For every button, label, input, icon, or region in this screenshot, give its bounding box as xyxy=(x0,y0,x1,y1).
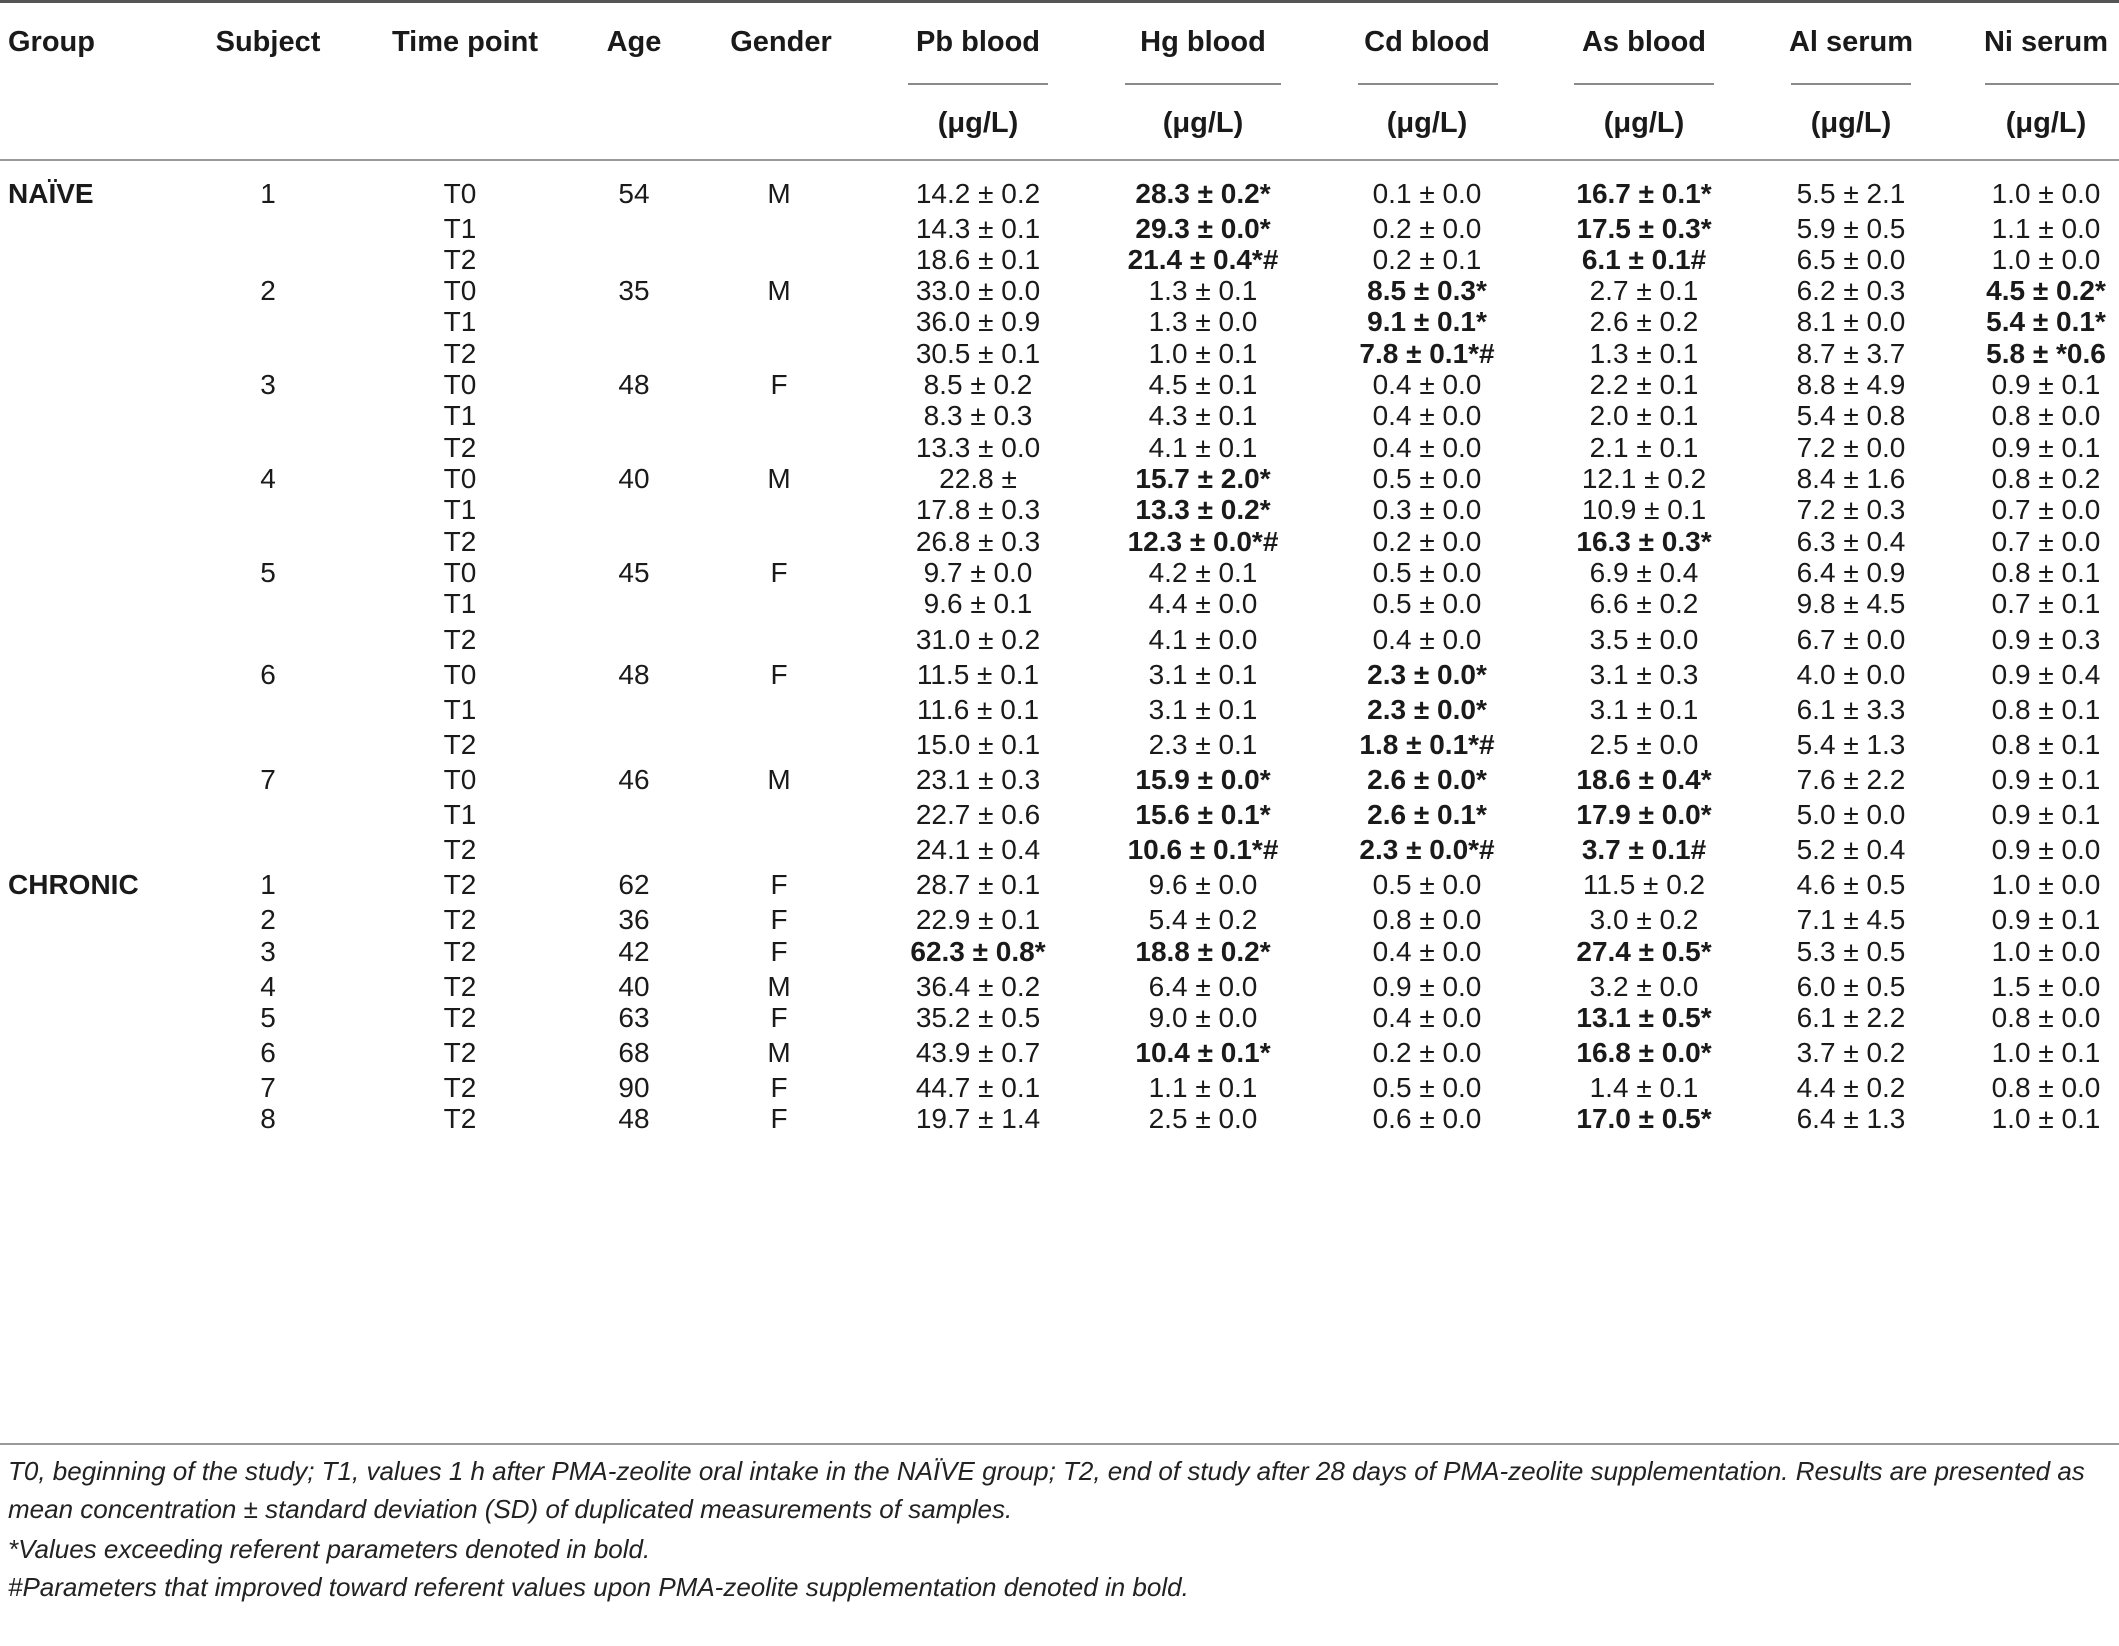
cell-al-serum: 5.9 ± 0.5 xyxy=(1796,213,1906,244)
row-gender: F xyxy=(770,659,788,690)
cell-cd-blood: 0.5 ± 0.0 xyxy=(1372,1072,1482,1103)
row-subject: 5 xyxy=(260,1002,276,1033)
row-time-point: T1 xyxy=(443,494,477,525)
cell-pb-blood: 14.3 ± 0.1 xyxy=(915,213,1041,244)
cell-hg-blood: 4.5 ± 0.1 xyxy=(1148,369,1258,400)
cell-as-blood: 2.1 ± 0.1 xyxy=(1589,432,1699,463)
cell-cd-blood: 0.4 ± 0.0 xyxy=(1372,369,1482,400)
footnote-definitions: T0, beginning of the study; T1, values 1 h after PMA-zeolite oral intake in the NAÏVE group; T2, end of study after 28 days of PMA-zeolite supplementation. Results are presented as mean concentration ± standard deviation (SD) of duplicated measurements of samples. xyxy=(8,1456,2085,1524)
cell-al-serum: 7.6 ± 2.2 xyxy=(1796,764,1906,795)
unit-hg: (μg/L) xyxy=(1162,107,1244,139)
row-age: 63 xyxy=(618,1002,650,1033)
row-gender: F xyxy=(770,904,788,935)
row-gender: M xyxy=(767,178,791,209)
row-subject: 5 xyxy=(260,557,276,588)
row-age: 40 xyxy=(618,463,650,494)
cell-al-serum: 4.6 ± 0.5 xyxy=(1796,869,1906,900)
cell-ni-serum: 0.7 ± 0.0 xyxy=(1991,526,2101,557)
cell-pb-blood: 24.1 ± 0.4 xyxy=(915,834,1041,865)
cell-al-serum: 8.1 ± 0.0 xyxy=(1796,306,1906,337)
header-cd-blood: Cd blood xyxy=(1364,26,1490,58)
table-bottom-rule xyxy=(0,1443,2119,1445)
cell-ni-serum: 0.8 ± 0.1 xyxy=(1991,694,2101,725)
cell-as-blood: 2.7 ± 0.1 xyxy=(1589,275,1699,306)
cell-as-blood: 17.0 ± 0.5* xyxy=(1576,1103,1712,1134)
cell-cd-blood: 0.2 ± 0.0 xyxy=(1372,526,1482,557)
cell-hg-blood: 3.1 ± 0.1 xyxy=(1148,659,1258,690)
cell-al-serum: 8.7 ± 3.7 xyxy=(1796,338,1906,369)
cell-cd-blood: 2.3 ± 0.0* xyxy=(1367,694,1487,725)
cell-ni-serum: 1.0 ± 0.0 xyxy=(1991,869,2101,900)
cell-al-serum: 5.4 ± 1.3 xyxy=(1796,729,1906,760)
cell-cd-blood: 2.6 ± 0.1* xyxy=(1367,799,1487,830)
cell-hg-blood: 9.6 ± 0.0 xyxy=(1148,869,1258,900)
row-time-point: T2 xyxy=(443,904,477,935)
cell-cd-blood: 0.5 ± 0.0 xyxy=(1372,463,1482,494)
table-row xyxy=(0,620,2119,660)
row-age: 54 xyxy=(618,178,650,209)
cell-ni-serum: 1.0 ± 0.1 xyxy=(1991,1103,2101,1134)
cell-as-blood: 13.1 ± 0.5* xyxy=(1576,1002,1712,1033)
cell-ni-serum: 0.9 ± 0.3 xyxy=(1991,624,2101,655)
row-time-point: T2 xyxy=(443,1072,477,1103)
cell-cd-blood: 7.8 ± 0.1*# xyxy=(1359,338,1495,369)
cell-ni-serum: 0.8 ± 0.0 xyxy=(1991,1002,2101,1033)
row-time-point: T2 xyxy=(443,936,477,967)
cell-pb-blood: 9.7 ± 0.0 xyxy=(923,557,1033,588)
row-age: 45 xyxy=(618,557,650,588)
row-time-point: T2 xyxy=(443,869,477,900)
cell-cd-blood: 0.4 ± 0.0 xyxy=(1372,432,1482,463)
row-age: 62 xyxy=(618,869,650,900)
cell-pb-blood: 22.9 ± 0.1 xyxy=(915,904,1041,935)
unit-rule-as xyxy=(1574,83,1714,85)
cell-pb-blood: 8.3 ± 0.3 xyxy=(923,400,1033,431)
cell-as-blood: 2.6 ± 0.2 xyxy=(1589,306,1699,337)
cell-ni-serum: 0.7 ± 0.0 xyxy=(1991,494,2101,525)
cell-as-blood: 2.5 ± 0.0 xyxy=(1589,729,1699,760)
table-row xyxy=(0,655,2119,695)
cell-ni-serum: 0.8 ± 0.1 xyxy=(1991,729,2101,760)
cell-pb-blood: 15.0 ± 0.1 xyxy=(915,729,1041,760)
header-gender: Gender xyxy=(730,26,832,58)
cell-pb-blood: 9.6 ± 0.1 xyxy=(923,588,1033,619)
cell-pb-blood: 33.0 ± 0.0 xyxy=(915,275,1041,306)
cell-pb-blood: 35.2 ± 0.5 xyxy=(915,1002,1041,1033)
cell-cd-blood: 2.6 ± 0.0* xyxy=(1367,764,1487,795)
cell-as-blood: 18.6 ± 0.4* xyxy=(1576,764,1712,795)
cell-hg-blood: 2.3 ± 0.1 xyxy=(1148,729,1258,760)
cell-al-serum: 9.8 ± 4.5 xyxy=(1796,588,1906,619)
cell-pb-blood: 43.9 ± 0.7 xyxy=(915,1037,1041,1068)
cell-as-blood: 3.1 ± 0.1 xyxy=(1589,694,1699,725)
row-time-point: T2 xyxy=(443,729,477,760)
cell-as-blood: 16.7 ± 0.1* xyxy=(1576,178,1712,209)
cell-ni-serum: 5.8 ± *0.6 xyxy=(1986,338,2106,369)
row-age: 68 xyxy=(618,1037,650,1068)
unit-ni: (μg/L) xyxy=(2005,107,2087,139)
unit-cd: (μg/L) xyxy=(1386,107,1468,139)
cell-hg-blood: 9.0 ± 0.0 xyxy=(1148,1002,1258,1033)
row-gender: M xyxy=(767,971,791,1002)
cell-al-serum: 5.5 ± 2.1 xyxy=(1796,178,1906,209)
row-age: 42 xyxy=(618,936,650,967)
row-subject: 3 xyxy=(260,936,276,967)
cell-hg-blood: 4.4 ± 0.0 xyxy=(1148,588,1258,619)
row-group: CHRONIC xyxy=(8,869,139,900)
cell-as-blood: 12.1 ± 0.2 xyxy=(1581,463,1707,494)
cell-as-blood: 6.1 ± 0.1# xyxy=(1581,244,1707,275)
header-age: Age xyxy=(606,26,662,58)
cell-as-blood: 17.5 ± 0.3* xyxy=(1576,213,1712,244)
cell-ni-serum: 1.0 ± 0.0 xyxy=(1991,244,2101,275)
row-time-point: T1 xyxy=(443,588,477,619)
cell-hg-blood: 15.6 ± 0.1* xyxy=(1135,799,1271,830)
header-pb-blood: Pb blood xyxy=(915,26,1041,58)
cell-al-serum: 7.1 ± 4.5 xyxy=(1796,904,1906,935)
cell-ni-serum: 0.9 ± 0.1 xyxy=(1991,904,2101,935)
row-time-point: T1 xyxy=(443,694,477,725)
cell-al-serum: 8.8 ± 4.9 xyxy=(1796,369,1906,400)
table-row xyxy=(0,725,2119,765)
cell-pb-blood: 30.5 ± 0.1 xyxy=(915,338,1041,369)
cell-as-blood: 3.1 ± 0.3 xyxy=(1589,659,1699,690)
row-age: 40 xyxy=(618,971,650,1002)
row-gender: F xyxy=(770,1072,788,1103)
cell-cd-blood: 9.1 ± 0.1* xyxy=(1367,306,1487,337)
table-row xyxy=(0,932,2119,972)
row-time-point: T0 xyxy=(443,275,477,306)
cell-as-blood: 2.0 ± 0.1 xyxy=(1589,400,1699,431)
cell-pb-blood: 23.1 ± 0.3 xyxy=(915,764,1041,795)
table-row xyxy=(0,760,2119,800)
table-row xyxy=(0,830,2119,870)
cell-hg-blood: 21.4 ± 0.4*# xyxy=(1127,244,1279,275)
row-time-point: T2 xyxy=(443,338,477,369)
cell-hg-blood: 3.1 ± 0.1 xyxy=(1148,694,1258,725)
cell-hg-blood: 4.1 ± 0.0 xyxy=(1148,624,1258,655)
cell-ni-serum: 0.8 ± 0.2 xyxy=(1991,463,2101,494)
cell-as-blood: 11.5 ± 0.2 xyxy=(1582,869,1706,900)
cell-hg-blood: 10.6 ± 0.1*# xyxy=(1127,834,1279,865)
cell-al-serum: 8.4 ± 1.6 xyxy=(1796,463,1906,494)
footnote-hash: #Parameters that improved toward referent values upon PMA-zeolite supplementation denoted in bold. xyxy=(8,1572,1189,1602)
cell-ni-serum: 0.8 ± 0.1 xyxy=(1991,557,2101,588)
cell-ni-serum: 0.9 ± 0.1 xyxy=(1991,799,2101,830)
cell-al-serum: 6.1 ± 2.2 xyxy=(1796,1002,1906,1033)
row-gender: M xyxy=(767,275,791,306)
cell-hg-blood: 13.3 ± 0.2* xyxy=(1135,494,1271,525)
table-row xyxy=(0,865,2119,905)
cell-pb-blood: 11.6 ± 0.1 xyxy=(916,694,1040,725)
row-subject: 3 xyxy=(260,369,276,400)
row-subject: 4 xyxy=(260,463,276,494)
cell-as-blood: 16.8 ± 0.0* xyxy=(1576,1037,1712,1068)
cell-as-blood: 1.3 ± 0.1 xyxy=(1589,338,1699,369)
row-gender: F xyxy=(770,936,788,967)
cell-as-blood: 3.5 ± 0.0 xyxy=(1589,624,1699,655)
cell-cd-blood: 0.4 ± 0.0 xyxy=(1372,936,1482,967)
cell-hg-blood: 1.1 ± 0.1 xyxy=(1148,1072,1258,1103)
row-time-point: T0 xyxy=(443,178,477,209)
row-gender: M xyxy=(767,463,791,494)
cell-pb-blood: 28.7 ± 0.1 xyxy=(915,869,1041,900)
cell-hg-blood: 15.9 ± 0.0* xyxy=(1135,764,1271,795)
cell-cd-blood: 0.9 ± 0.0 xyxy=(1372,971,1482,1002)
cell-pb-blood: 19.7 ± 1.4 xyxy=(915,1103,1041,1134)
cell-ni-serum: 0.9 ± 0.1 xyxy=(1991,369,2101,400)
header-as-blood: As blood xyxy=(1581,26,1707,58)
row-gender: F xyxy=(770,1002,788,1033)
header-time-point: Time point xyxy=(391,26,539,58)
cell-al-serum: 6.5 ± 0.0 xyxy=(1796,244,1906,275)
row-time-point: T1 xyxy=(443,799,477,830)
cell-ni-serum: 1.5 ± 0.0 xyxy=(1991,971,2101,1002)
cell-hg-blood: 2.5 ± 0.0 xyxy=(1148,1103,1258,1134)
cell-al-serum: 3.7 ± 0.2 xyxy=(1796,1037,1906,1068)
cell-pb-blood: 44.7 ± 0.1 xyxy=(915,1072,1041,1103)
row-subject: 4 xyxy=(260,971,276,1002)
cell-cd-blood: 2.3 ± 0.0* xyxy=(1367,659,1487,690)
row-time-point: T2 xyxy=(443,1103,477,1134)
cell-pb-blood: 8.5 ± 0.2 xyxy=(923,369,1033,400)
row-subject: 2 xyxy=(260,275,276,306)
cell-ni-serum: 5.4 ± 0.1* xyxy=(1986,306,2106,337)
cell-cd-blood: 0.2 ± 0.0 xyxy=(1372,213,1482,244)
cell-cd-blood: 0.2 ± 0.0 xyxy=(1372,1037,1482,1068)
cell-hg-blood: 1.3 ± 0.1 xyxy=(1148,275,1258,306)
cell-cd-blood: 0.4 ± 0.0 xyxy=(1372,400,1482,431)
cell-cd-blood: 0.6 ± 0.0 xyxy=(1372,1103,1482,1134)
cell-cd-blood: 2.3 ± 0.0*# xyxy=(1359,834,1495,865)
cell-hg-blood: 4.2 ± 0.1 xyxy=(1148,557,1258,588)
cell-pb-blood: 36.0 ± 0.9 xyxy=(915,306,1041,337)
row-time-point: T2 xyxy=(443,971,477,1002)
cell-hg-blood: 5.4 ± 0.2 xyxy=(1148,904,1258,935)
row-time-point: T2 xyxy=(443,244,477,275)
cell-ni-serum: 1.0 ± 0.1 xyxy=(1991,1037,2101,1068)
row-age: 46 xyxy=(618,764,650,795)
cell-ni-serum: 1.0 ± 0.0 xyxy=(1991,936,2101,967)
cell-hg-blood: 12.3 ± 0.0*# xyxy=(1127,526,1279,557)
row-age: 48 xyxy=(618,659,650,690)
cell-hg-blood: 6.4 ± 0.0 xyxy=(1148,971,1258,1002)
row-gender: F xyxy=(770,1103,788,1134)
cell-as-blood: 27.4 ± 0.5* xyxy=(1576,936,1712,967)
row-time-point: T1 xyxy=(443,400,477,431)
cell-cd-blood: 0.4 ± 0.0 xyxy=(1372,1002,1482,1033)
cell-cd-blood: 0.5 ± 0.0 xyxy=(1372,588,1482,619)
row-time-point: T0 xyxy=(443,463,477,494)
cell-al-serum: 7.2 ± 0.0 xyxy=(1796,432,1906,463)
cell-hg-blood: 29.3 ± 0.0* xyxy=(1135,213,1271,244)
unit-rule-hg xyxy=(1125,83,1281,85)
cell-as-blood: 6.6 ± 0.2 xyxy=(1589,588,1699,619)
cell-as-blood: 1.4 ± 0.1 xyxy=(1589,1072,1699,1103)
cell-al-serum: 5.2 ± 0.4 xyxy=(1796,834,1906,865)
table-row xyxy=(0,174,2119,214)
row-gender: F xyxy=(770,869,788,900)
cell-cd-blood: 0.1 ± 0.0 xyxy=(1372,178,1482,209)
cell-cd-blood: 0.5 ± 0.0 xyxy=(1372,869,1482,900)
cell-al-serum: 6.4 ± 1.3 xyxy=(1796,1103,1906,1134)
cell-pb-blood: 17.8 ± 0.3 xyxy=(915,494,1041,525)
row-age: 48 xyxy=(618,369,650,400)
cell-al-serum: 6.2 ± 0.3 xyxy=(1796,275,1906,306)
row-subject: 1 xyxy=(260,178,276,209)
cell-al-serum: 6.4 ± 0.9 xyxy=(1796,557,1906,588)
cell-al-serum: 5.0 ± 0.0 xyxy=(1796,799,1906,830)
header-al-serum: Al serum xyxy=(1788,26,1914,58)
cell-pb-blood: 22.8 ± xyxy=(939,463,1017,494)
header-bottom-rule xyxy=(0,159,2119,161)
table-row xyxy=(0,795,2119,835)
cell-hg-blood: 4.1 ± 0.1 xyxy=(1148,432,1258,463)
cell-ni-serum: 1.0 ± 0.0 xyxy=(1991,178,2101,209)
cell-pb-blood: 62.3 ± 0.8* xyxy=(910,936,1046,967)
cell-ni-serum: 1.1 ± 0.0 xyxy=(1991,213,2101,244)
cell-hg-blood: 4.3 ± 0.1 xyxy=(1148,400,1258,431)
unit-as: (μg/L) xyxy=(1603,107,1685,139)
row-time-point: T2 xyxy=(443,624,477,655)
unit-rule-ni xyxy=(1985,83,2119,85)
header-group: Group xyxy=(8,26,95,58)
unit-pb: (μg/L) xyxy=(937,107,1019,139)
cell-ni-serum: 0.8 ± 0.0 xyxy=(1991,400,2101,431)
header-ni-serum: Ni serum xyxy=(1983,26,2109,58)
row-age: 90 xyxy=(618,1072,650,1103)
table-row xyxy=(0,998,2119,1038)
footnote-asterisk: *Values exceeding referent parameters denoted in bold. xyxy=(8,1534,651,1564)
unit-rule-pb xyxy=(908,83,1048,85)
row-subject: 6 xyxy=(260,659,276,690)
unit-al: (μg/L) xyxy=(1810,107,1892,139)
cell-pb-blood: 18.6 ± 0.1 xyxy=(915,244,1041,275)
table-row xyxy=(0,1033,2119,1073)
cell-hg-blood: 15.7 ± 2.0* xyxy=(1135,463,1271,494)
cell-pb-blood: 31.0 ± 0.2 xyxy=(915,624,1041,655)
cell-pb-blood: 14.2 ± 0.2 xyxy=(915,178,1041,209)
cell-cd-blood: 0.4 ± 0.0 xyxy=(1372,624,1482,655)
cell-pb-blood: 36.4 ± 0.2 xyxy=(915,971,1041,1002)
cell-al-serum: 5.3 ± 0.5 xyxy=(1796,936,1906,967)
cell-hg-blood: 1.0 ± 0.1 xyxy=(1148,338,1258,369)
cell-hg-blood: 18.8 ± 0.2* xyxy=(1135,936,1271,967)
table-row xyxy=(0,690,2119,730)
cell-ni-serum: 0.7 ± 0.1 xyxy=(1991,588,2101,619)
cell-cd-blood: 0.3 ± 0.0 xyxy=(1372,494,1482,525)
cell-hg-blood: 28.3 ± 0.2* xyxy=(1135,178,1271,209)
cell-as-blood: 3.0 ± 0.2 xyxy=(1589,904,1699,935)
cell-as-blood: 2.2 ± 0.1 xyxy=(1589,369,1699,400)
cell-ni-serum: 0.9 ± 0.4 xyxy=(1991,659,2101,690)
cell-as-blood: 3.7 ± 0.1# xyxy=(1581,834,1707,865)
unit-rule-al xyxy=(1791,83,1911,85)
cell-pb-blood: 26.8 ± 0.3 xyxy=(915,526,1041,557)
cell-as-blood: 16.3 ± 0.3* xyxy=(1576,526,1712,557)
cell-ni-serum: 4.5 ± 0.2* xyxy=(1986,275,2106,306)
cell-al-serum: 6.7 ± 0.0 xyxy=(1796,624,1906,655)
row-subject: 2 xyxy=(260,904,276,935)
cell-ni-serum: 0.9 ± 0.1 xyxy=(1991,432,2101,463)
header-hg-blood: Hg blood xyxy=(1140,26,1266,58)
row-time-point: T0 xyxy=(443,369,477,400)
row-time-point: T1 xyxy=(443,213,477,244)
row-time-point: T2 xyxy=(443,1037,477,1068)
cell-pb-blood: 13.3 ± 0.0 xyxy=(915,432,1041,463)
row-time-point: T2 xyxy=(443,834,477,865)
cell-hg-blood: 10.4 ± 0.1* xyxy=(1135,1037,1271,1068)
row-gender: M xyxy=(767,764,791,795)
cell-as-blood: 3.2 ± 0.0 xyxy=(1589,971,1699,1002)
table-row xyxy=(0,584,2119,624)
header-subject: Subject xyxy=(215,26,321,58)
cell-pb-blood: 11.5 ± 0.1 xyxy=(916,659,1040,690)
table-top-rule xyxy=(0,0,2119,3)
cell-ni-serum: 0.9 ± 0.0 xyxy=(1991,834,2101,865)
row-time-point: T0 xyxy=(443,764,477,795)
table-row xyxy=(0,1099,2119,1139)
cell-ni-serum: 0.9 ± 0.1 xyxy=(1991,764,2101,795)
row-time-point: T0 xyxy=(443,659,477,690)
row-age: 48 xyxy=(618,1103,650,1134)
row-time-point: T2 xyxy=(443,1002,477,1033)
cell-pb-blood: 22.7 ± 0.6 xyxy=(915,799,1041,830)
row-subject: 7 xyxy=(260,1072,276,1103)
cell-as-blood: 10.9 ± 0.1 xyxy=(1581,494,1707,525)
cell-al-serum: 5.4 ± 0.8 xyxy=(1796,400,1906,431)
cell-hg-blood: 1.3 ± 0.0 xyxy=(1148,306,1258,337)
cell-as-blood: 17.9 ± 0.0* xyxy=(1576,799,1712,830)
cell-cd-blood: 8.5 ± 0.3* xyxy=(1367,275,1487,306)
cell-as-blood: 6.9 ± 0.4 xyxy=(1589,557,1699,588)
cell-cd-blood: 0.5 ± 0.0 xyxy=(1372,557,1482,588)
row-time-point: T2 xyxy=(443,526,477,557)
cell-al-serum: 6.3 ± 0.4 xyxy=(1796,526,1906,557)
row-gender: F xyxy=(770,369,788,400)
cell-al-serum: 4.4 ± 0.2 xyxy=(1796,1072,1906,1103)
cell-al-serum: 6.0 ± 0.5 xyxy=(1796,971,1906,1002)
row-subject: 7 xyxy=(260,764,276,795)
row-gender: F xyxy=(770,557,788,588)
row-age: 36 xyxy=(618,904,650,935)
row-age: 35 xyxy=(618,275,650,306)
cell-al-serum: 4.0 ± 0.0 xyxy=(1796,659,1906,690)
cell-cd-blood: 1.8 ± 0.1*# xyxy=(1359,729,1495,760)
row-time-point: T2 xyxy=(443,432,477,463)
cell-al-serum: 6.1 ± 3.3 xyxy=(1796,694,1906,725)
unit-rule-cd xyxy=(1358,83,1498,85)
row-subject: 8 xyxy=(260,1103,276,1134)
row-subject: 1 xyxy=(260,869,276,900)
row-time-point: T0 xyxy=(443,557,477,588)
row-subject: 6 xyxy=(260,1037,276,1068)
row-gender: M xyxy=(767,1037,791,1068)
cell-cd-blood: 0.2 ± 0.1 xyxy=(1372,244,1482,275)
row-group: NAÏVE xyxy=(8,178,94,209)
cell-ni-serum: 0.8 ± 0.0 xyxy=(1991,1072,2101,1103)
row-time-point: T1 xyxy=(443,306,477,337)
cell-al-serum: 7.2 ± 0.3 xyxy=(1796,494,1906,525)
cell-cd-blood: 0.8 ± 0.0 xyxy=(1372,904,1482,935)
